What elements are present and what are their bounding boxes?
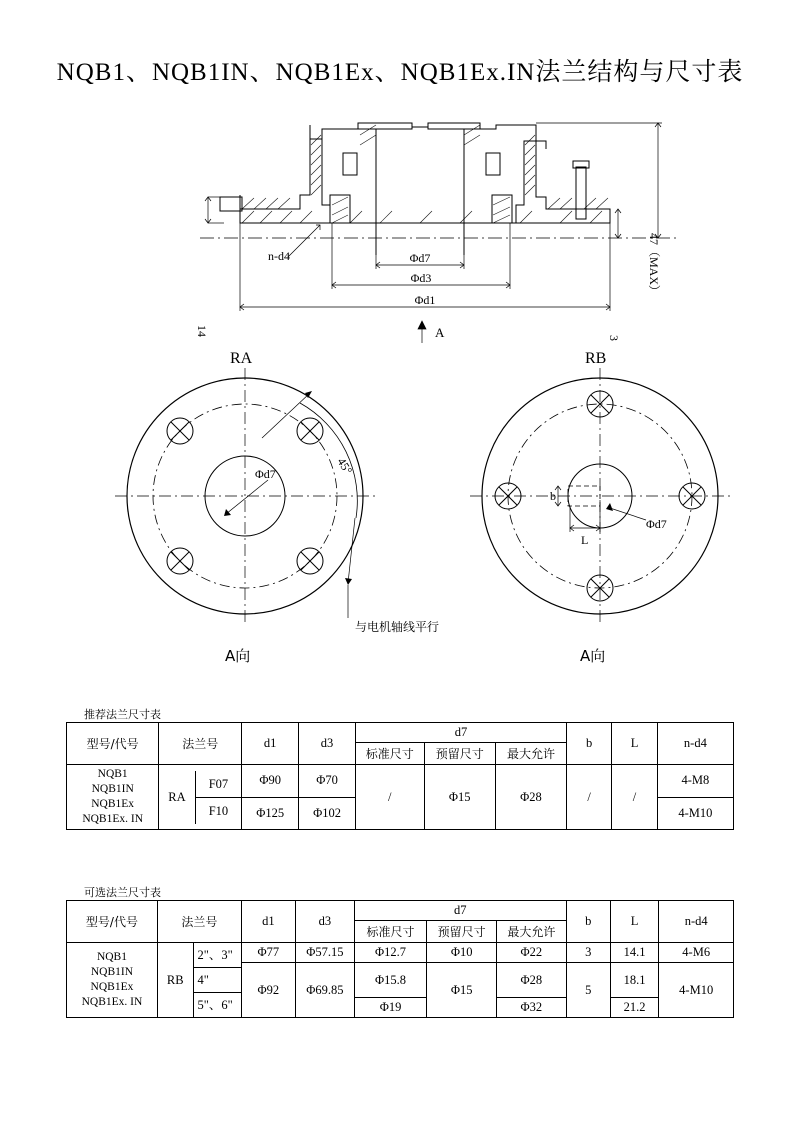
cell-d7-max: Φ28 [495,765,566,830]
cell-nd4: 4-M10 [657,797,733,830]
header-d7-reserved: 预留尺寸 [424,743,495,765]
series-label: RA [159,771,195,824]
cell-d7-reserved: Φ10 [427,943,497,963]
model-group [67,943,158,1018]
cell-d7-reserved: Φ15 [424,765,495,830]
header-model: 型号/代号 [67,901,158,943]
cell-b: 3 [566,943,610,963]
cell-nd4: 4-M6 [659,943,734,963]
cell-d7-max: Φ32 [496,998,566,1018]
cell-d7-reserved: Φ15 [427,963,497,1018]
flange-no: 2"、3" [194,943,241,968]
svg-text:Φd7: Φd7 [646,517,667,531]
header-b: b [566,901,610,943]
flange-no-stack [195,771,241,824]
table-optional-caption: 可选法兰尺寸表 [84,886,161,899]
header-nd4: n-d4 [659,901,734,943]
dim-47-max: 47（MAX） [647,232,661,298]
header-d7-standard: 标准尺寸 [354,921,426,943]
cell-d3: Φ57.15 [295,943,354,963]
svg-text:45°: 45° [334,455,356,477]
dim-14: 14 [195,325,209,337]
model-name: NQB1 [96,951,127,963]
header-b: b [567,723,612,765]
flange-no: F10 [208,803,229,818]
cell-d1: Φ125 [242,797,299,830]
model-name: NQB1Ex [90,981,134,993]
section-drawing [180,105,700,345]
svg-text:Φd1: Φd1 [414,293,436,307]
header-d7-max: 最大允许 [495,743,566,765]
table-optional [66,900,734,1018]
cell-L: 14.1 [610,943,659,963]
cell-d7-standard: / [355,765,424,830]
svg-text:n-d4: n-d4 [268,249,290,263]
svg-text:Φd7: Φd7 [409,251,431,265]
cell-nd4: 4-M8 [657,765,733,798]
svg-text:A: A [435,325,445,340]
table-row [67,765,734,798]
dim-3: 3 [607,335,621,341]
flange-series-cell [157,943,241,1018]
cell-d1: Φ90 [242,765,299,798]
header-flange-no: 法兰号 [159,723,242,765]
flange-series-cell [159,765,242,830]
cell-d7-standard: Φ15.8 [354,963,426,998]
cell-nd4: 4-M10 [659,963,734,1018]
cell-d1: Φ92 [241,963,295,1018]
header-d1: d1 [242,723,299,765]
model-name: NQB1IN [91,783,134,795]
svg-text:L: L [581,533,589,547]
header-flange-no: 法兰号 [157,901,241,943]
cell-b: 5 [566,963,610,1018]
header-d3: d3 [299,723,356,765]
table-recommended-caption: 推荐法兰尺寸表 [84,708,161,721]
svg-text:Φd7: Φd7 [255,467,276,481]
cell-d7-standard: Φ19 [354,998,426,1018]
view-ra [100,350,440,670]
header-d7-max: 最大允许 [496,921,566,943]
model-name: NQB1Ex. IN [81,996,143,1008]
header-d3: d3 [295,901,354,943]
model-name: NQB1Ex [91,798,135,810]
cell-d7-max: Φ22 [496,943,566,963]
model-name: NQB1 [97,768,128,780]
table-row [67,723,734,743]
cell-d7-standard: Φ12.7 [354,943,426,963]
flange-no: 5"、6" [197,998,233,1012]
cell-b: / [567,765,612,830]
cell-d3: Φ70 [299,765,356,798]
view-ra-caption: A向 [225,647,251,665]
series-label: RB [158,943,193,1017]
header-L: L [612,723,658,765]
header-nd4: n-d4 [657,723,733,765]
cell-d1: Φ77 [241,943,295,963]
view-ra-title: RA [230,350,253,367]
svg-text:b: b [550,489,556,503]
view-rb-title: RB [585,350,607,367]
header-d7: d7 [355,723,566,743]
header-d7-standard: 标准尺寸 [355,743,424,765]
flange-no: 4" [194,968,241,993]
header-L: L [610,901,659,943]
table-row [67,901,734,921]
table-recommended [66,722,734,830]
cell-d3: Φ102 [299,797,356,830]
ra-note: 与电机轴线平行 [355,620,440,634]
view-rb [460,350,760,670]
flange-no-stack [193,943,241,1017]
cell-L: / [612,765,658,830]
model-name: NQB1Ex. IN [82,813,144,825]
model-name: NQB1IN [90,966,134,978]
header-d1: d1 [241,901,295,943]
table-row [67,943,734,963]
cell-d7-max: Φ28 [496,963,566,998]
cell-L: 18.1 [610,963,659,998]
page-title: NQB1、NQB1IN、NQB1Ex、NQB1Ex.IN法兰结构与尺寸表 [56,59,744,86]
view-rb-caption: A向 [580,647,606,665]
cell-d3: Φ69.85 [295,963,354,1018]
header-model: 型号/代号 [67,723,159,765]
flange-no: F07 [196,771,242,798]
svg-text:Φd3: Φd3 [410,271,432,285]
header-d7: d7 [354,901,566,921]
header-d7-reserved: 预留尺寸 [427,921,497,943]
model-group [67,765,159,830]
cell-L: 21.2 [610,998,659,1018]
